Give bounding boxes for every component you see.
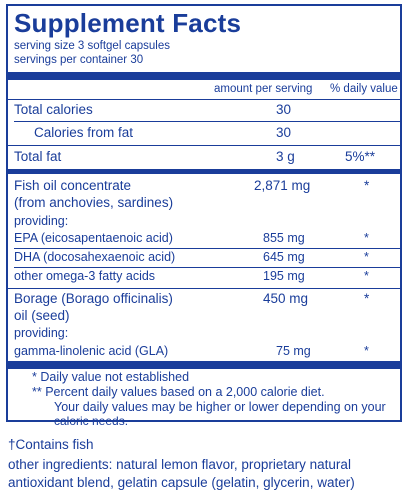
epa-amount: 855 mg <box>263 231 305 245</box>
footnote-percent-3: caloric needs. <box>54 414 129 428</box>
supplement-facts-panel <box>6 4 402 428</box>
fish-oil-label-2: (from anchovies, sardines) <box>14 195 174 210</box>
fish-oil-label: Fish oil concentrate <box>14 178 132 193</box>
panel-title: Supplement Facts <box>14 8 242 38</box>
total-fat-dv: 5%** <box>345 149 376 164</box>
other-ingredients-line-1: other ingredients: natural lemon flavor, proprietary natural <box>8 457 351 472</box>
dv-header: % daily value <box>330 83 398 95</box>
borage-label: Borage (Borago officinalis) <box>14 291 173 306</box>
other-omega3-dv: * <box>364 269 369 283</box>
serving-size: serving size 3 softgel capsules <box>14 40 170 52</box>
divider <box>8 99 400 100</box>
divider <box>8 288 400 289</box>
divider <box>14 121 400 122</box>
fish-oil-providing: providing: <box>14 214 69 228</box>
other-omega3-amount: 195 mg <box>263 269 305 283</box>
contains-fish-note: †Contains fish <box>8 437 94 452</box>
dha-label: DHA (docosahexaenoic acid) <box>14 250 176 264</box>
divider <box>8 145 400 146</box>
dha-amount: 645 mg <box>263 250 305 264</box>
borage-amount: 450 mg <box>263 291 309 306</box>
epa-label: EPA (eicosapentaenoic acid) <box>14 231 173 245</box>
thick-rule <box>8 361 400 369</box>
calories-from-fat-amount: 30 <box>276 125 292 140</box>
gla-label: gamma-linolenic acid (GLA) <box>14 344 169 358</box>
footnote-daily-value: * Daily value not established <box>32 370 190 384</box>
divider <box>14 248 400 249</box>
total-calories-label: Total calories <box>14 102 93 117</box>
other-omega3-label: other omega-3 fatty acids <box>14 269 156 283</box>
thick-rule <box>8 72 400 80</box>
borage-dv: * <box>364 291 370 306</box>
gla-amount: 75 mg <box>276 344 311 358</box>
fish-oil-amount: 2,871 mg <box>254 178 311 193</box>
footnote-percent: ** Percent daily values based on a 2,000 calorie diet. <box>32 385 325 399</box>
total-fat-label: Total fat <box>14 149 62 164</box>
footnote-percent-2: Your daily values may be higher or lower depending on your <box>54 400 386 414</box>
medium-rule <box>8 169 400 174</box>
total-calories-amount: 30 <box>276 102 292 117</box>
servings-per-container: servings per container 30 <box>14 54 144 66</box>
total-fat-amount: 3 g <box>276 149 295 164</box>
dha-dv: * <box>364 250 369 264</box>
fish-oil-dv: * <box>364 178 370 193</box>
gla-dv: * <box>364 344 369 358</box>
divider <box>14 267 400 268</box>
epa-dv: * <box>364 231 369 245</box>
borage-label-2: oil (seed) <box>14 308 70 323</box>
calories-from-fat-label: Calories from fat <box>34 125 134 140</box>
other-ingredients-line-2: antioxidant blend, gelatin capsule (gelatin, glycerin, water) <box>8 475 355 490</box>
amount-header: amount per serving <box>214 83 313 95</box>
borage-providing: providing: <box>14 326 69 340</box>
